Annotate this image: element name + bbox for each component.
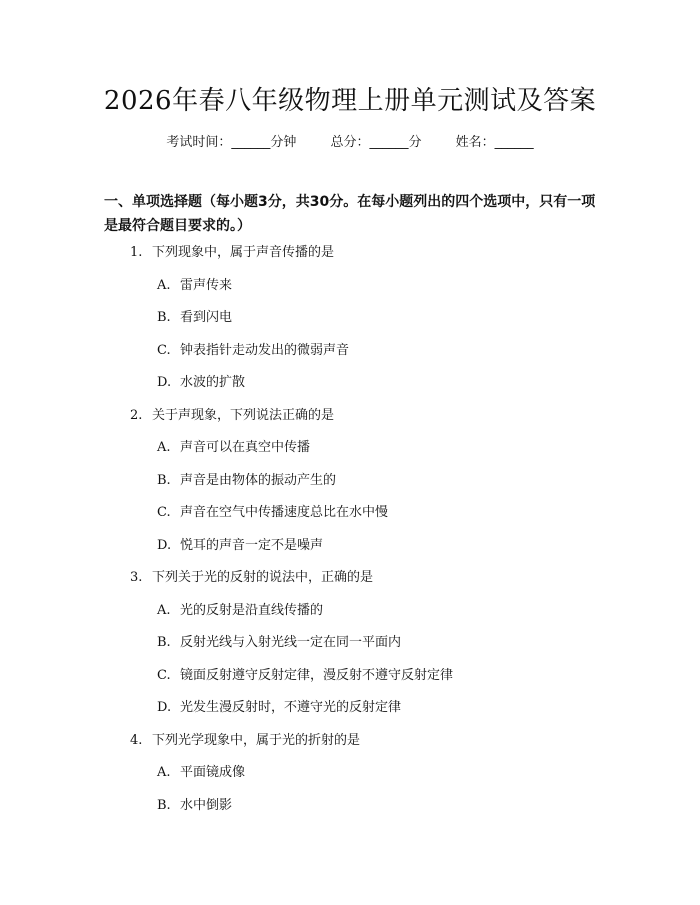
exam-time-field: 考试时间：______分钟 <box>166 135 297 150</box>
option-c <box>130 666 610 699</box>
question-number: 4. <box>130 732 143 748</box>
question-3 <box>130 568 610 731</box>
question-stem <box>130 406 610 439</box>
exam-meta-row <box>0 131 700 150</box>
question-stem <box>130 568 610 601</box>
question-number: 3. <box>130 570 143 585</box>
option-a <box>130 763 610 796</box>
option-letter: C. <box>157 667 171 683</box>
option-letter: D. <box>157 375 172 390</box>
option-text: 镜面反射遵守反射定律，漫反射不遵守反射定律 <box>180 667 454 683</box>
option-text: 钟表指针走动发出的微弱声音 <box>180 342 350 358</box>
option-c <box>130 341 610 374</box>
option-a <box>130 438 610 471</box>
option-b <box>130 471 610 504</box>
question-number: 1. <box>130 245 143 260</box>
question-2 <box>130 406 610 569</box>
student-name-field: 姓名：______ <box>455 135 534 150</box>
question-1 <box>130 243 610 406</box>
option-text: 悦耳的声音一定不是噪声 <box>180 537 324 553</box>
option-text: 雷声传来 <box>180 277 233 293</box>
option-letter: C. <box>157 505 171 520</box>
option-b <box>130 796 610 829</box>
option-letter: B. <box>157 635 171 650</box>
question-stem <box>130 731 610 764</box>
option-letter: A. <box>157 277 171 293</box>
option-text: 看到闪电 <box>180 310 233 325</box>
option-letter: A. <box>157 440 171 455</box>
option-letter: C. <box>157 342 171 358</box>
option-letter: A. <box>157 765 171 780</box>
option-c <box>130 503 610 536</box>
option-letter: D. <box>157 700 172 715</box>
option-text: 声音是由物体的振动产生的 <box>180 472 337 488</box>
question-text: 下列光学现象中，属于光的折射的是 <box>152 732 361 748</box>
option-letter: B. <box>157 472 171 488</box>
option-text: 光发生漫反射时，不遵守光的反射定律 <box>180 700 402 715</box>
option-d <box>130 698 610 731</box>
option-b <box>130 633 610 666</box>
question-text: 下列现象中，属于声音传播的是 <box>152 245 335 260</box>
option-text: 光的反射是沿直线传播的 <box>180 602 324 618</box>
question-stem <box>130 243 610 276</box>
option-letter: B. <box>157 310 171 325</box>
question-list <box>130 243 610 828</box>
option-text: 水波的扩散 <box>180 375 246 390</box>
option-letter: A. <box>157 602 171 618</box>
page-title: 2026年春八年级物理上册单元测试及答案 <box>103 86 597 116</box>
option-text: 平面镜成像 <box>180 765 246 780</box>
option-text: 声音可以在真空中传播 <box>180 440 311 455</box>
total-score-field: 总分：______分 <box>330 135 422 150</box>
section-heading: 一、单项选择题（每小题3分，共30分。在每小题列出的四个选项中，只有一项是最符合题目要求的。） <box>104 194 596 234</box>
option-text: 声音在空气中传播速度总比在水中慢 <box>180 505 389 520</box>
question-text: 关于声现象，下列说法正确的是 <box>152 407 335 423</box>
option-text: 水中倒影 <box>180 797 233 813</box>
option-a <box>130 601 610 634</box>
question-4 <box>130 731 610 829</box>
option-letter: D. <box>157 537 172 553</box>
option-letter: B. <box>157 797 171 813</box>
option-d <box>130 536 610 569</box>
option-a <box>130 276 610 309</box>
question-number: 2. <box>130 407 143 423</box>
option-b <box>130 308 610 341</box>
option-text: 反射光线与入射光线一定在同一平面内 <box>180 635 402 650</box>
question-text: 下列关于光的反射的说法中，正确的是 <box>152 570 374 585</box>
option-d <box>130 373 610 406</box>
